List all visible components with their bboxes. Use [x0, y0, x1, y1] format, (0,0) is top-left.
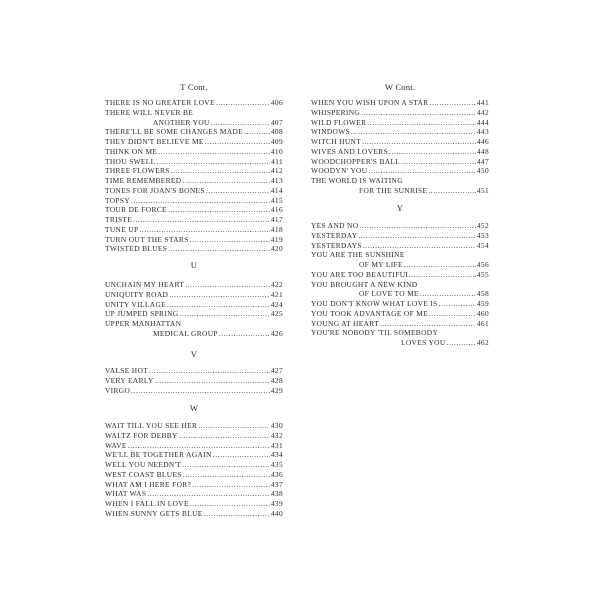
dot-leader — [363, 241, 476, 251]
section-heading-u: U — [190, 260, 198, 270]
entry-title: YOU DON'T KNOW WHAT LOVE IS — [311, 299, 438, 308]
entry-page-number: 418 — [270, 224, 283, 234]
entry-title: WHEN I FALL IN LOVE — [105, 499, 189, 508]
entry-page-number: 417 — [270, 215, 283, 224]
index-entry — [105, 127, 283, 137]
index-entry — [105, 489, 283, 499]
entry-title: TWISTED BLUES — [105, 244, 168, 254]
index-entry — [105, 118, 283, 128]
index-entry — [311, 241, 489, 251]
entry-page-number: 415 — [270, 195, 283, 205]
index-entry — [311, 176, 489, 186]
dot-leader — [362, 137, 476, 147]
entry-title: UPPER MANHATTAN — [105, 319, 182, 328]
index-entry — [105, 366, 283, 376]
dot-leader — [211, 118, 270, 128]
entry-page-number: 424 — [270, 299, 283, 309]
entry-title: YOU ARE TOO BEAUTIFUL — [311, 269, 411, 279]
entry-page-number: 434 — [270, 450, 283, 460]
dot-leader — [131, 386, 270, 396]
entry-page-number: 408 — [270, 127, 283, 137]
entry-title: WILD FLOWER — [311, 117, 367, 127]
index-entry — [105, 470, 283, 480]
entry-title: WE'LL BE TOGETHER AGAIN — [105, 450, 212, 460]
index-entry — [105, 157, 283, 167]
entry-page-number: 450 — [476, 166, 489, 176]
entry-page-number: 440 — [270, 508, 283, 518]
entry-page-number: 443 — [476, 127, 489, 137]
index-entry — [105, 290, 283, 300]
entry-title: VALSE HOT — [105, 366, 149, 375]
index-entry — [311, 108, 489, 118]
entry-page-number: 426 — [270, 328, 283, 338]
section-heading-v: V — [190, 349, 198, 359]
entry-title: MEDICAL GROUP — [153, 328, 218, 338]
entry-title: THERE'LL BE SOME CHANGES MADE — [105, 127, 244, 137]
entry-page-number: 460 — [476, 308, 489, 318]
entry-title: WHAT AM I HERE FOR? — [105, 479, 192, 489]
index-entry — [311, 289, 489, 299]
index-entry — [311, 260, 489, 270]
entry-page-number: 406 — [270, 98, 283, 107]
section-list-w — [105, 421, 283, 519]
entry-title: WEST COAST BLUES — [105, 469, 182, 479]
entry-title: WHISPERING — [311, 107, 361, 117]
entry-page-number: 462 — [476, 338, 489, 347]
entry-title: TONES FOR JOAN'S BONES — [105, 185, 205, 195]
entry-page-number: 453 — [476, 230, 489, 240]
dot-leader — [219, 329, 270, 339]
dot-leader — [380, 319, 476, 329]
dot-leader — [205, 137, 270, 147]
index-entry — [105, 480, 283, 490]
dot-leader — [169, 290, 270, 300]
section-heading-y: Y — [396, 203, 404, 213]
dot-leader — [439, 299, 476, 309]
index-entry — [311, 299, 489, 309]
dot-leader — [404, 260, 476, 270]
dot-leader — [389, 147, 476, 157]
entry-page-number: 407 — [270, 117, 283, 127]
dot-leader — [351, 127, 476, 137]
entry-page-number: 419 — [270, 234, 283, 244]
entry-page-number: 425 — [270, 309, 283, 319]
entry-page-number: 421 — [270, 289, 283, 299]
index-entry — [105, 300, 283, 310]
section-heading-w: W — [189, 403, 199, 413]
dot-leader — [131, 196, 270, 206]
dot-leader — [147, 489, 270, 499]
dot-leader — [420, 289, 476, 299]
dot-leader — [168, 244, 270, 254]
entry-page-number: 422 — [270, 280, 283, 289]
index-entry — [105, 166, 283, 176]
entry-title: THERE WILL NEVER BE — [105, 107, 194, 117]
entry-title: WHAT WAS — [105, 489, 147, 499]
entry-page-number: 458 — [476, 289, 489, 299]
index-entry — [105, 196, 283, 206]
entry-title: UP JUMPED SPRING — [105, 309, 179, 319]
index-entry — [105, 215, 283, 225]
entry-page-number: 428 — [270, 375, 283, 385]
entry-page-number: 439 — [270, 499, 283, 508]
index-entry — [105, 147, 283, 157]
index-entry — [105, 98, 283, 108]
entry-title: FOR THE SUNRISE — [359, 185, 428, 195]
index-entry — [105, 421, 283, 431]
entry-page-number: 413 — [270, 176, 283, 185]
index-entry — [105, 460, 283, 470]
section-list-w-cont — [311, 98, 489, 196]
dot-leader — [128, 441, 270, 451]
entry-page-number: 452 — [476, 221, 489, 230]
index-entry — [311, 309, 489, 319]
entry-page-number: 420 — [270, 244, 283, 254]
entry-title: VERY EARLY — [105, 375, 154, 385]
index-entry — [105, 137, 283, 147]
entry-title: THEY DIDN'T BELIEVE ME — [105, 137, 204, 146]
entry-title: UNITY VILLAGE — [105, 299, 166, 309]
entry-title: TIME REMEMBERED — [105, 176, 182, 185]
entry-title: WAVE — [105, 440, 127, 450]
entry-title: OF MY LIFE — [359, 260, 403, 269]
entry-page-number: 427 — [270, 366, 283, 375]
entry-title: WALTZ FOR DEBBY — [105, 430, 178, 440]
entry-page-number: 437 — [270, 479, 283, 489]
entry-page-number: 456 — [476, 260, 489, 269]
entry-title: YOU TOOK ADVANTAGE OF ME — [311, 308, 429, 318]
entry-page-number: 455 — [476, 269, 489, 279]
index-entry — [311, 270, 489, 280]
index-entry — [311, 231, 489, 241]
index-entry — [105, 499, 283, 509]
entry-title: WELL YOU NEEDN'T — [105, 460, 182, 469]
entry-title: OF LOVE TO ME — [359, 289, 419, 299]
dot-leader — [155, 376, 270, 386]
dot-leader — [171, 166, 270, 176]
dot-leader — [157, 157, 271, 167]
section-list-y — [311, 221, 489, 348]
index-entry — [105, 309, 283, 319]
dot-leader — [180, 309, 270, 319]
entry-page-number: 414 — [270, 185, 283, 195]
entry-page-number: 441 — [476, 98, 489, 107]
index-entry — [311, 127, 489, 137]
entry-title: THREE FLOWERS — [105, 166, 170, 176]
index-entry — [105, 235, 283, 245]
entry-title: TURN OUT THE STARS — [105, 234, 189, 244]
dot-leader — [206, 186, 270, 196]
entry-page-number: 446 — [476, 137, 489, 146]
entry-page-number: 411 — [271, 156, 283, 166]
dot-leader — [361, 108, 476, 118]
dot-leader — [216, 98, 270, 108]
section-list-t-cont — [105, 98, 283, 254]
index-entry — [311, 147, 489, 157]
entry-title: WOODCHOPPER'S BALL — [311, 156, 401, 166]
index-entry — [105, 441, 283, 451]
dot-leader — [158, 147, 270, 157]
index-entry — [105, 386, 283, 396]
index-entry — [105, 509, 283, 519]
section-list-u — [105, 280, 283, 339]
index-entry — [105, 205, 283, 215]
index-entry — [311, 186, 489, 196]
entry-title: WAIT TILL YOU SEE HER — [105, 421, 198, 430]
entry-page-number: 410 — [270, 146, 283, 156]
entry-title: VIRGO — [105, 385, 131, 395]
index-entry — [105, 176, 283, 186]
index-entry — [105, 108, 283, 118]
dot-leader — [411, 270, 476, 280]
entry-title: WOODYN' YOU — [311, 166, 368, 176]
entry-title: ANOTHER YOU — [153, 117, 210, 127]
entry-title: WITCH HUNT — [311, 137, 362, 146]
dot-leader — [190, 235, 270, 245]
entry-page-number: 451 — [476, 185, 489, 195]
entry-title: WHEN SUNNY GETS BLUE — [105, 508, 203, 518]
dot-leader — [192, 480, 270, 490]
dot-leader — [183, 176, 270, 186]
index-entry — [311, 118, 489, 128]
dot-leader — [190, 499, 270, 509]
dot-leader — [244, 127, 270, 137]
dot-leader — [359, 221, 475, 231]
entry-title: LOVES YOU — [401, 338, 446, 347]
dot-leader — [428, 186, 476, 196]
entry-page-number: 447 — [476, 156, 489, 166]
entry-title: TUNE UP — [105, 224, 139, 234]
entry-title: THOU SWELL — [105, 156, 156, 166]
dot-leader — [179, 431, 270, 441]
index-entry — [311, 338, 489, 348]
entry-title: THE WORLD IS WAITING — [311, 176, 403, 185]
entry-title: UNCHAIN MY HEART — [105, 280, 185, 289]
dot-leader — [358, 231, 475, 241]
entry-page-number: 429 — [270, 385, 283, 395]
entry-page-number: 461 — [476, 318, 489, 328]
entry-title: WINDOWS — [311, 127, 350, 137]
entry-page-number: 416 — [270, 205, 283, 215]
index-entry — [105, 244, 283, 254]
dot-leader — [183, 470, 270, 480]
entry-title: TOPSY — [105, 195, 131, 205]
entry-title: WIVES AND LOVERS — [311, 146, 389, 156]
dot-leader — [149, 366, 270, 376]
dot-leader — [185, 280, 270, 290]
index-entry — [311, 328, 489, 338]
index-entry — [311, 221, 489, 231]
entry-page-number: 438 — [270, 489, 283, 499]
dot-leader — [367, 118, 475, 128]
entry-title: TRISTE — [105, 215, 133, 224]
entry-page-number: 442 — [476, 107, 489, 117]
entry-page-number: 435 — [270, 460, 283, 469]
entry-page-number: 444 — [476, 117, 489, 127]
entry-title: THINK ON ME — [105, 146, 158, 156]
entry-page-number: 432 — [270, 430, 283, 440]
entry-page-number: 431 — [270, 440, 283, 450]
index-entry — [105, 186, 283, 196]
index-entry — [105, 319, 283, 329]
dot-leader — [204, 509, 270, 519]
entry-title: WHEN YOU WISH UPON A STAR — [311, 98, 429, 107]
index-entry — [105, 280, 283, 290]
index-entry — [105, 431, 283, 441]
entry-title: TOUR DE FORCE — [105, 205, 167, 215]
dot-leader — [429, 309, 476, 319]
entry-title: YESTERDAY — [311, 230, 358, 240]
dot-leader — [213, 450, 270, 460]
dot-leader — [133, 215, 270, 225]
index-entry — [311, 98, 489, 108]
dot-leader — [198, 421, 270, 431]
dot-leader — [430, 98, 476, 108]
section-list-v — [105, 366, 283, 395]
section-heading-t-cont: T Cont. — [180, 82, 208, 92]
index-entry — [311, 157, 489, 167]
dot-leader — [401, 157, 476, 167]
index-entry — [311, 280, 489, 290]
entry-page-number: 448 — [476, 146, 489, 156]
entry-page-number: 430 — [270, 421, 283, 430]
entry-title: YESTERDAYS — [311, 240, 362, 250]
index-entry — [311, 166, 489, 176]
dot-leader — [168, 205, 270, 215]
dot-leader — [139, 225, 269, 235]
section-heading-w-cont: W Cont. — [384, 82, 416, 92]
dot-leader — [447, 338, 476, 348]
entry-page-number: 436 — [270, 469, 283, 479]
index-entry — [311, 319, 489, 329]
index-entry — [311, 250, 489, 260]
index-entry — [105, 225, 283, 235]
entry-title: YOU'RE NOBODY 'TIL SOMEBODY — [311, 328, 439, 338]
entry-title: YOU ARE THE SUNSHINE — [311, 250, 405, 260]
dot-leader — [167, 300, 270, 310]
entry-title: UNIQUITY ROAD — [105, 289, 169, 299]
entry-title: THERE IS NO GREATER LOVE — [105, 98, 215, 107]
entry-title: YES AND NO — [311, 221, 359, 230]
dot-leader — [368, 166, 475, 176]
index-entry — [105, 450, 283, 460]
index-entry — [105, 376, 283, 386]
entry-page-number: 409 — [270, 137, 283, 146]
entry-title: YOU BROUGHT A NEW KIND — [311, 279, 418, 289]
dot-leader — [182, 460, 270, 470]
index-entry — [105, 329, 283, 339]
entry-page-number: 459 — [476, 299, 489, 308]
entry-page-number: 412 — [270, 166, 283, 176]
entry-page-number: 454 — [476, 240, 489, 250]
index-entry — [311, 137, 489, 147]
entry-title: YOUNG AT HEART — [311, 318, 379, 328]
